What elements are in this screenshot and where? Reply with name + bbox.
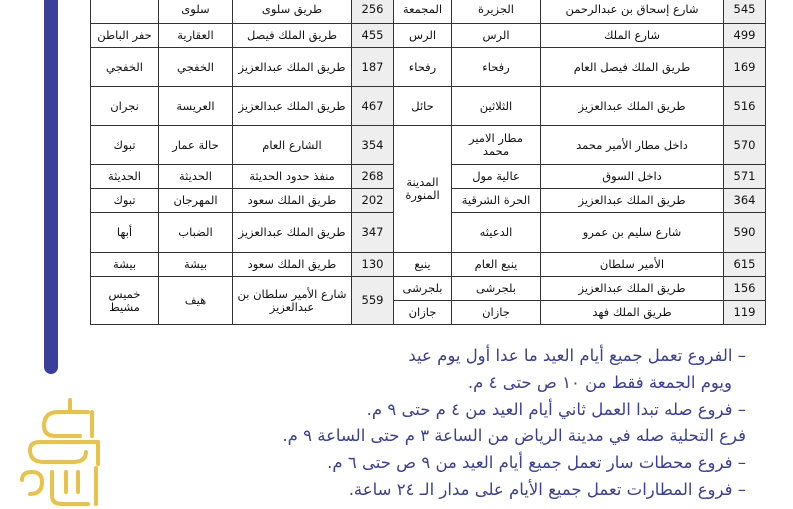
note-line: ويوم الجمعة فقط من ١٠ ص حتى ٤ م. [467,372,732,392]
branch-cell: الدعيثه [452,213,541,253]
street-cell: الأمير سلطان [541,253,724,277]
city-cell: حائل [394,87,452,126]
street-cell: منفذ حدود الحديثة [233,165,352,189]
branch-number: 354 [352,126,394,165]
street-cell: شارع الأمير سلطان بن عبدالعزيز [233,277,352,325]
street-cell: طريق الملك فيصل العام [541,48,724,87]
branch-cell: حالة عمار [159,126,233,165]
branch-cell: الخفجي [159,48,233,87]
table-row [91,277,766,301]
branch-number: 571 [724,165,766,189]
branch-table [90,0,766,325]
street-cell: طريق الملك عبدالعزيز [541,277,724,301]
city-cell: الرس [394,24,452,48]
city-cell: أبها [91,213,159,253]
branch-number: 590 [724,213,766,253]
branch-cell: العريسة [159,87,233,126]
street-cell: شارع سليم بن عمرو [541,213,724,253]
street-cell: طريق الملك عبدالعزيز [233,87,352,126]
note-line: فرع التحلية صله في مدينة الرياض من الساعة ٣ م حتى الساعة ٩ م. [282,426,746,446]
branch-number: 256 [352,0,394,24]
street-cell: طريق الملك سعود [233,253,352,277]
branch-cell: رفحاء [452,48,541,87]
branch-number: 268 [352,165,394,189]
branch-cell: العقارية [159,24,233,48]
branch-number: 119 [724,301,766,325]
branch-cell: مطار الامير محمد [452,126,541,165]
city-cell: تبوك [91,126,159,165]
branch-number: 615 [724,253,766,277]
note-line: – فروع صله تبدا العمل ثاني أيام العيد من ٤ م حتى ٩ م. [366,399,746,419]
branch-cell: الرس [452,24,541,48]
table-row [91,0,766,24]
branch-number: 364 [724,189,766,213]
branch-cell: هيف [159,277,233,325]
city-cell: رفحاء [394,48,452,87]
branch-number: 156 [724,277,766,301]
street-cell: داخل مطار الأمير محمد [541,126,724,165]
branch-number: 499 [724,24,766,48]
branch-cell: بلجرشى [452,277,541,301]
branch-cell: الحرة الشرقية [452,189,541,213]
table-row [91,253,766,277]
city-cell: الحديثة [91,165,159,189]
street-cell: طريق الملك عبدالعزيز [541,87,724,126]
city-cell: بيشة [91,253,159,277]
table-row [91,48,766,87]
note-line: – فروع محطات سار تعمل جميع أيام العيد من ٩ ص حتى ٦ م. [327,453,746,473]
branch-number: 570 [724,126,766,165]
branch-number: 516 [724,87,766,126]
eid-logo [10,372,110,509]
branch-number: 467 [352,87,394,126]
table-row [91,126,766,165]
branch-number: 169 [724,48,766,87]
city-cell: حفر الباطن [91,24,159,48]
street-cell: طريق الملك عبدالعزيز [541,189,724,213]
street-cell: الشارع العام [233,126,352,165]
branch-cell: بيشة [159,253,233,277]
street-cell: طريق الملك فيصل [233,24,352,48]
city-cell: تبوك [91,189,159,213]
city-cell: الخفجي [91,48,159,87]
street-cell: شارع الملك [541,24,724,48]
note-line: – الفروع تعمل جميع أيام العيد ما عدا أول يوم عيد [408,346,746,365]
branch-number: 347 [352,213,394,253]
branch-cell: عالية مول [452,165,541,189]
branch-number: 130 [352,253,394,277]
branch-number: 455 [352,24,394,48]
branch-cell: الجزيرة [452,0,541,24]
city-cell: بلجرشى [394,277,452,301]
branch-cell: المهرجان [159,189,233,213]
street-cell: داخل السوق [541,165,724,189]
branch-cell: الثلاثين [452,87,541,126]
city-cell [91,0,159,24]
street-cell: طريق الملك عبدالعزيز [233,48,352,87]
side-accent-bar [44,0,58,374]
branch-number: 202 [352,189,394,213]
branch-cell: الحديثة [159,165,233,189]
street-cell: طريق الملك فهد [541,301,724,325]
branch-number: 559 [352,277,394,325]
branch-number: 187 [352,48,394,87]
street-cell: طريق الملك سعود [233,189,352,213]
branch-cell: سلوى [159,0,233,24]
street-cell: طريق سلوى [233,0,352,24]
note-line: – فروع المطارات تعمل جميع الأيام على مدار الـ ٢٤ ساعة. [348,479,746,499]
street-cell: طريق الملك عبدالعزيز [233,213,352,253]
branch-cell: ينبع العام [452,253,541,277]
city-cell: نجران [91,87,159,126]
table-row [91,24,766,48]
city-cell: خميس مشيط [91,277,159,325]
city-cell: جازان [394,301,452,325]
branch-number: 545 [724,0,766,24]
city-cell: المدينة المنورة [394,126,452,253]
branch-cell: الضباب [159,213,233,253]
city-cell: المجمعة [394,0,452,24]
street-cell: شارع إسحاق بن عبدالرحمن [541,0,724,24]
branch-cell: جازان [452,301,541,325]
working-hours-notes [146,343,746,504]
city-cell: ينبع [394,253,452,277]
table-row [91,87,766,126]
